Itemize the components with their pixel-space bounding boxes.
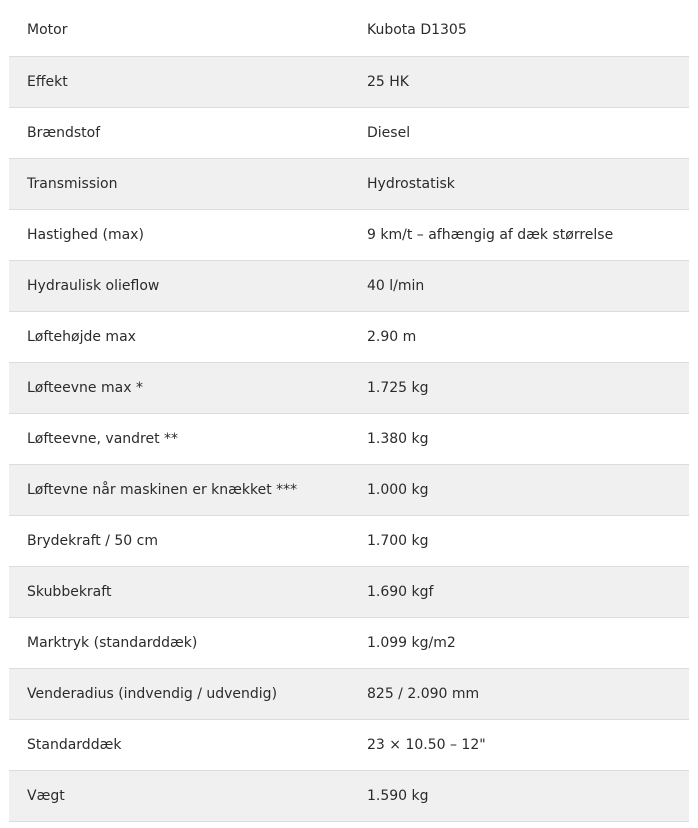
spec-value: 1.099 kg/m2 [349,617,689,668]
spec-row-skubbekraft [9,566,689,617]
spec-value: 1.380 kg [349,413,689,464]
spec-value: Hydrostatisk [349,158,689,209]
spec-row-lofteevne-vandret [9,413,689,464]
spec-value: 1.700 kg [349,515,689,566]
spec-value: 2.90 m [349,311,689,362]
spec-label: Standarddæk [9,719,349,770]
spec-label: Løfteevne max * [9,362,349,413]
spec-value: Diesel [349,107,689,158]
spec-label: Brydekraft / 50 cm [9,515,349,566]
spec-row-hastighed [9,209,689,260]
spec-value: 25 HK [349,56,689,107]
spec-row-standarddaek [9,719,689,770]
spec-label: Skubbekraft [9,566,349,617]
spec-label: Løftehøjde max [9,311,349,362]
spec-row-transmission [9,158,689,209]
spec-value: 23 × 10.50 – 12" [349,719,689,770]
spec-label: Transmission [9,158,349,209]
spec-row-effekt [9,56,689,107]
spec-value: 40 l/min [349,260,689,311]
spec-label: Motor [9,5,349,56]
spec-label: Brændstof [9,107,349,158]
spec-label: Hastighed (max) [9,209,349,260]
spec-row-lofteevne-max [9,362,689,413]
spec-label: Effekt [9,56,349,107]
spec-row-braendstof [9,107,689,158]
spec-row-marktryk [9,617,689,668]
spec-row-motor [9,5,689,56]
spec-row-olieflow [9,260,689,311]
spec-row-vaegt [9,770,689,821]
spec-row-venderadius [9,668,689,719]
spec-table [9,5,689,822]
spec-value: 1.725 kg [349,362,689,413]
spec-label: Hydraulisk olieflow [9,260,349,311]
spec-row-brydekraft [9,515,689,566]
spec-label: Vægt [9,770,349,821]
spec-value: 1.000 kg [349,464,689,515]
spec-label: Løftevne når maskinen er knækket *** [9,464,349,515]
spec-value: 1.590 kg [349,770,689,821]
spec-row-lofthojde [9,311,689,362]
spec-label: Marktryk (standarddæk) [9,617,349,668]
spec-value: 1.690 kgf [349,566,689,617]
spec-value: Kubota D1305 [349,5,689,56]
spec-value: 825 / 2.090 mm [349,668,689,719]
spec-row-loftevne-knaekket [9,464,689,515]
spec-label: Løfteevne, vandret ** [9,413,349,464]
spec-value: 9 km/t – afhængig af dæk størrelse [349,209,689,260]
spec-label: Venderadius (indvendig / udvendig) [9,668,349,719]
